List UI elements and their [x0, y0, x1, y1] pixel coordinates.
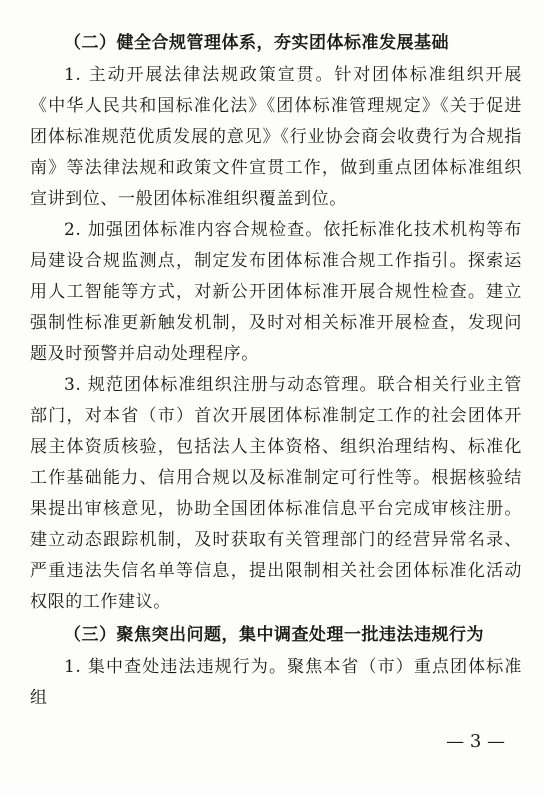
paragraph-3-1: 1. 集中查处违法违规行为。聚焦本省（市）重点团体标准组: [30, 657, 522, 708]
paragraph-2-1: 1. 主动开展法律法规政策宣贯。针对团体标准组织开展《中华人民共和国标准化法》《团体标准管理规定》《关于促进团体标准规范优质发展的意见》《行业协会商会收费行为合规指南》等法律法规和政策文件宣贯工作，做到重点团体标准组织宣讲到位、一般团体标准组织覆盖到位。: [30, 65, 522, 209]
document-body: [30, 26, 522, 714]
paragraph-2-3: 3. 规范团体标准组织注册与动态管理。联合相关行业主管部门，对本省（市）首次开展团体标准制定工作的社会团体开展主体资质核验，包括法人主体资格、组织治理结构、标准化工作基础能力、信用合规以及标准制定可行性等。根据核验结果提出审核意见，协助全国团体标准信息平台完成审核注册。建立动态跟踪机制，及时获取有关管理部门的经营异常名录、严重违法失信名单等信息，提出限制相关社会团体标准化活动权限的工作建议。: [30, 375, 522, 612]
section-heading-3: （三）聚焦突出问题，集中调查处理一批违法违规行为: [64, 625, 484, 645]
paragraph-2-2: 2. 加强团体标准内容合规检查。依托标准化技术机构等布局建设合规监测点，制定发布团体标准合规工作指引。探索运用人工智能等方式，对新公开团体标准开展合规性检查。建立强制性标准更新触发机制，及时对相关标准开展检查，发现问题及时预警并启动处理程序。: [30, 220, 522, 364]
page-number: — 3 —: [446, 731, 505, 752]
section-heading-2: （二）健全合规管理体系，夯实团体标准发展基础: [64, 33, 449, 53]
